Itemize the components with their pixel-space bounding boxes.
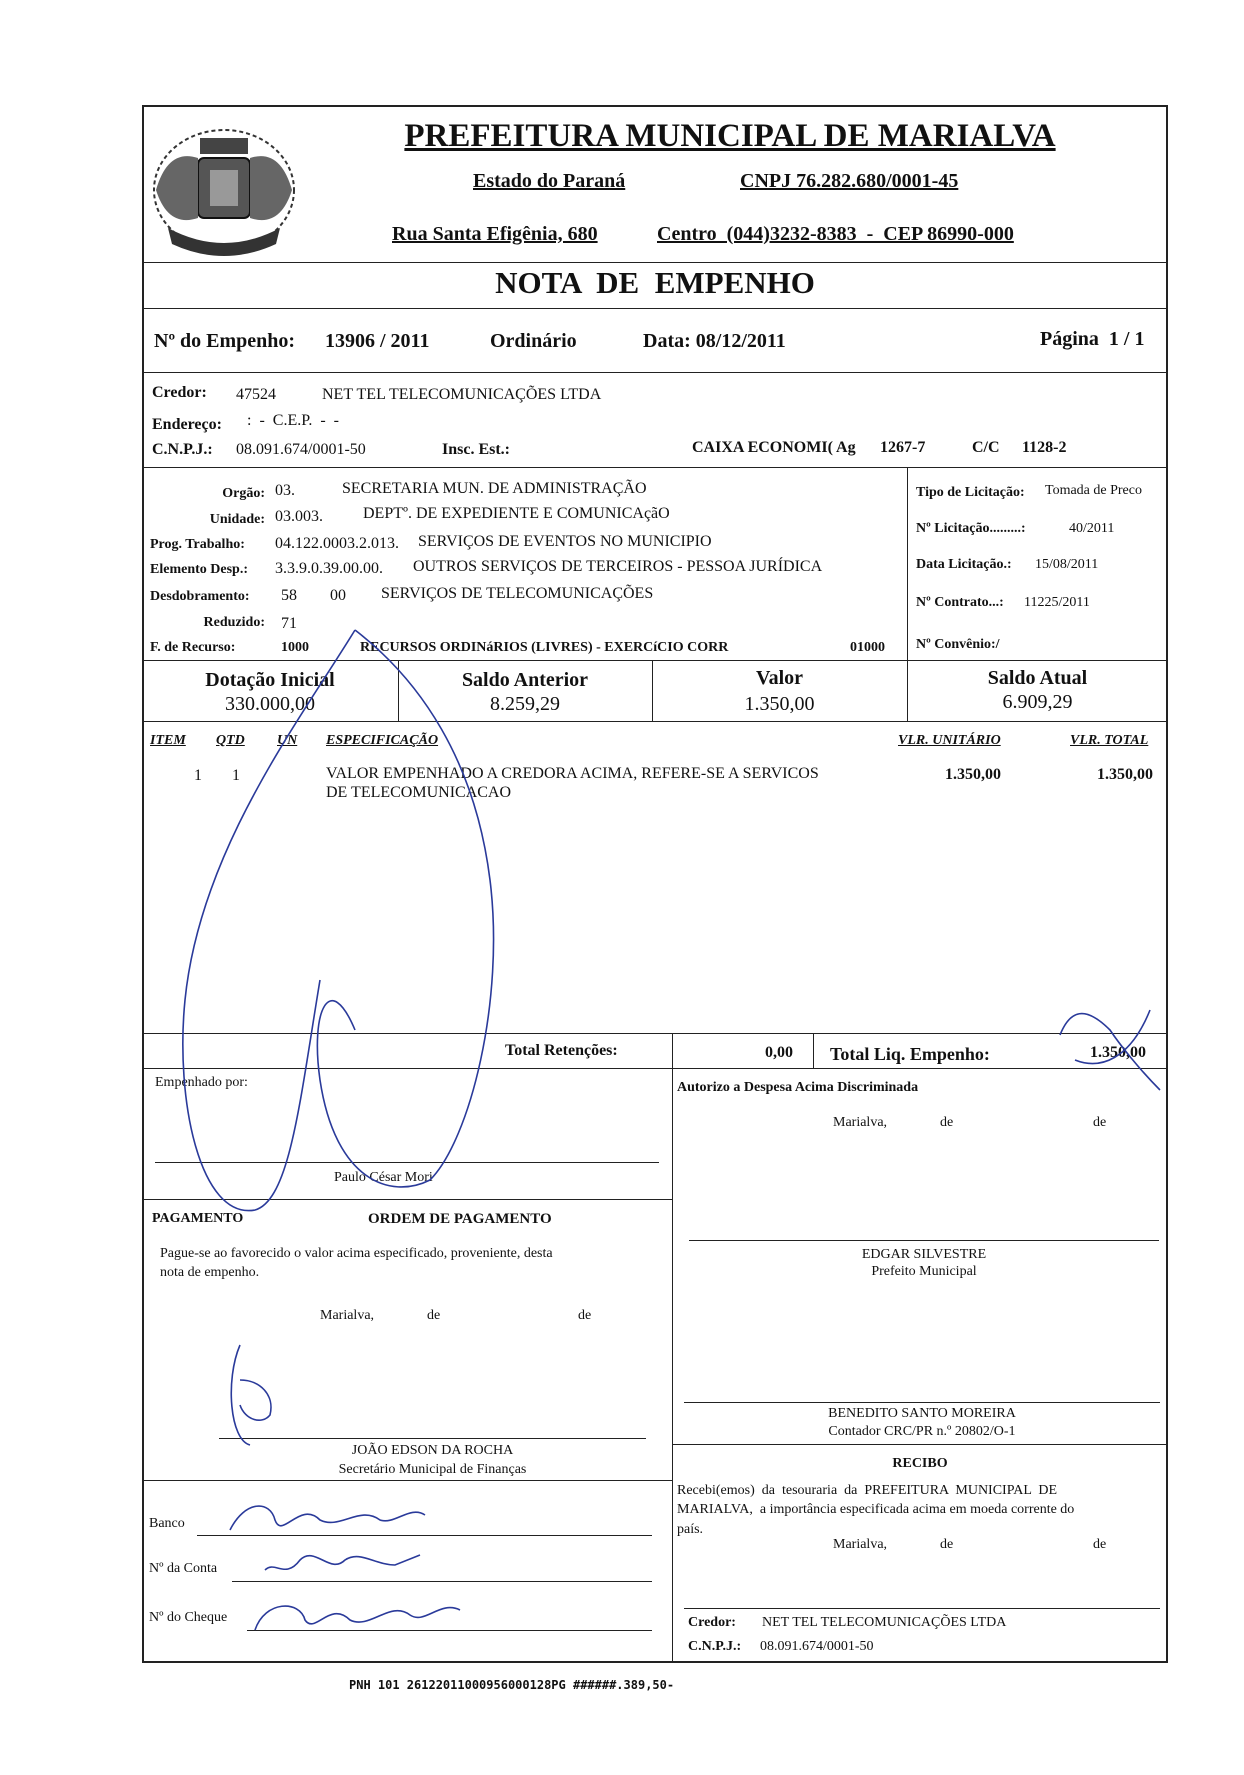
pagamento-de1: de: [427, 1308, 441, 1323]
credor-name: NET TEL TELECOMUNICAÇÕES LTDA: [322, 386, 602, 403]
recibo-text-2: MARIALVA, a importância especificada acima em moeda corrente do: [677, 1502, 1075, 1517]
fonte-code: 1000: [281, 640, 309, 655]
col-un: UN: [277, 733, 298, 748]
row-qtd: 1: [232, 767, 240, 784]
secretario-name: JOÃO EDSON DA ROCHA: [351, 1443, 514, 1458]
saldo-anterior-label: Saldo Anterior: [461, 669, 589, 691]
address-label: Rua Santa Efigênia, 680: [392, 223, 598, 245]
recibo-cnpj-label: C.N.P.J.:: [688, 1639, 742, 1654]
pagamento-text-2: nota de empenho.: [160, 1265, 260, 1280]
footer-code: PNH 101 26122011000956000128PG ######.389,50-: [349, 1678, 675, 1692]
saldo-atual-label: Saldo Atual: [987, 667, 1088, 689]
row-unit-value: 1.350,00: [945, 766, 1001, 783]
reduzido-label: Reduzido:: [203, 615, 265, 630]
endereco-label: Endereço:: [152, 416, 222, 433]
banco-label: Banco: [149, 1516, 185, 1531]
ordem-pagamento-label: ORDEM DE PAGAMENTO: [368, 1211, 552, 1227]
tipo-licitacao-value: Tomada de Preco: [1045, 483, 1142, 498]
pagamento-text-1: Pague-se ao favorecido o valor acima especificado, proveniente, desta: [160, 1246, 553, 1261]
unidade-label: Unidade:: [209, 512, 265, 527]
prog-value: SERVIÇOS DE EVENTOS NO MUNICIPIO: [418, 533, 712, 550]
fonte-value: RECURSOS ORDINáRIOS (LIVRES) - EXERCíCIO CORR: [360, 640, 729, 655]
unidade-value: DEPTº. DE EXPEDIENTE E COMUNICAçãO: [363, 505, 670, 522]
recibo-credor-value: NET TEL TELECOMUNICAÇÕES LTDA: [762, 1615, 1007, 1630]
saldo-atual-value: 6.909,29: [1002, 691, 1073, 713]
autorizo-place: Marialva,: [833, 1115, 888, 1130]
autorizo-de1: de: [940, 1115, 954, 1130]
desdobramento-code: 58: [281, 587, 297, 604]
state-label: Estado do Paraná: [473, 170, 626, 192]
empenho-number-label: Nº do Empenho:: [154, 330, 296, 352]
desdobramento-label: Desdobramento:: [150, 589, 250, 604]
autorizo-de2: de: [1093, 1115, 1107, 1130]
empenhado-label: Empenhado por:: [155, 1075, 248, 1090]
col-total: VLR. TOTAL: [1070, 733, 1149, 748]
orgao-value: SECRETARIA MUN. DE ADMINISTRAÇÃO: [342, 480, 647, 497]
orgao-code: 03.: [275, 482, 295, 499]
desdobramento-code2: 00: [330, 587, 346, 604]
bank-name: CAIXA ECONOMI( Ag: [692, 439, 856, 456]
conta-label: Nº da Conta: [149, 1561, 218, 1576]
recibo-place: Marialva,: [833, 1537, 888, 1552]
cnpj-credor-label: C.N.P.J.:: [152, 441, 213, 458]
valor-label: Valor: [755, 667, 804, 689]
empenhado-name: Paulo César Mori: [334, 1170, 433, 1185]
contrato-value: 11225/2011: [1024, 595, 1090, 610]
liq-empenho-value: 1.350,00: [1090, 1044, 1146, 1061]
recibo-text-3: país.: [677, 1522, 704, 1537]
orgao-label: Orgão:: [222, 486, 265, 501]
prefeito-role: Prefeito Municipal: [871, 1264, 977, 1279]
empenho-type: Ordinário: [490, 330, 577, 352]
tipo-licitacao-label: Tipo de Licitação:: [916, 485, 1025, 500]
contrato-label: Nº Contrato...:: [916, 595, 1004, 610]
fonte-label: F. de Recurso:: [150, 640, 236, 655]
cheque-label: Nº do Cheque: [149, 1610, 228, 1625]
contador-role: Contador CRC/PR n.º 20802/O-1: [828, 1424, 1016, 1439]
row-spec-line2: DE TELECOMUNICACAO: [326, 784, 512, 801]
elemento-code: 3.3.9.0.39.00.00.: [275, 560, 383, 577]
pagamento-label: PAGAMENTO: [152, 1211, 244, 1226]
bank-agency: 1267-7: [880, 439, 926, 456]
pagamento-place: Marialva,: [320, 1308, 375, 1323]
contact-label: Centro (044)3232-8383 - CEP 86990-000: [657, 223, 1014, 245]
col-item: ITEM: [150, 733, 186, 748]
liq-empenho-label: Total Liq. Empenho:: [830, 1044, 990, 1064]
pagamento-de2: de: [578, 1308, 592, 1323]
empenho-number: 13906 / 2011: [325, 330, 430, 352]
cc-value: 1128-2: [1022, 439, 1067, 456]
recibo-de1: de: [940, 1537, 954, 1552]
empenho-date: Data: 08/12/2011: [643, 330, 786, 352]
endereco-value: : - C.E.P. - -: [247, 412, 339, 429]
desdobramento-value: SERVIÇOS DE TELECOMUNICAÇÕES: [381, 585, 654, 602]
col-unit: VLR. UNITÁRIO: [898, 733, 1001, 748]
document-title: NOTA DE EMPENHO: [495, 265, 815, 300]
prog-label: Prog. Trabalho:: [150, 537, 245, 552]
num-licitacao-value: 40/2011: [1069, 521, 1115, 536]
row-total-value: 1.350,00: [1097, 766, 1153, 783]
cc-label: C/C: [972, 439, 1000, 456]
valor-value: 1.350,00: [744, 693, 815, 715]
recibo-credor-label: Credor:: [688, 1615, 736, 1630]
recibo-title: RECIBO: [892, 1456, 948, 1471]
recibo-de2: de: [1093, 1537, 1107, 1552]
contador-name: BENEDITO SANTO MOREIRA: [828, 1406, 1016, 1421]
fonte-code2: 01000: [850, 640, 885, 655]
page-title: PREFEITURA MUNICIPAL DE MARIALVA: [404, 118, 1056, 154]
cnpj-label: CNPJ 76.282.680/0001-45: [740, 170, 959, 192]
dotacao-value: 330.000,00: [225, 693, 315, 715]
elemento-value: OUTROS SERVIÇOS DE TERCEIROS - PESSOA JURÍDICA: [413, 558, 823, 575]
prog-code: 04.122.0003.2.013.: [275, 535, 399, 552]
row-item: 1: [194, 767, 202, 784]
retencoes-value: 0,00: [765, 1044, 793, 1061]
recibo-cnpj-value: 08.091.674/0001-50: [760, 1639, 874, 1654]
saldo-anterior-value: 8.259,29: [490, 693, 560, 715]
data-licitacao-label: Data Licitação.:: [916, 557, 1012, 572]
prefeito-name: EDGAR SILVESTRE: [861, 1247, 987, 1262]
reduzido-value: 71: [281, 615, 297, 632]
retencoes-label: Total Retenções:: [505, 1042, 618, 1059]
col-qtd: QTD: [216, 733, 245, 748]
credor-label: Credor:: [152, 384, 207, 401]
autorizo-label: Autorizo a Despesa Acima Discriminada: [677, 1080, 919, 1095]
insc-est-label: Insc. Est.:: [442, 441, 511, 458]
unidade-code: 03.003.: [275, 508, 323, 525]
dotacao-label: Dotação Inicial: [205, 669, 335, 691]
cnpj-credor-value: 08.091.674/0001-50: [236, 441, 366, 458]
data-licitacao-value: 15/08/2011: [1035, 557, 1099, 572]
num-licitacao-label: Nº Licitação.........:: [916, 521, 1026, 536]
col-spec: ESPECIFICAÇÃO: [326, 733, 439, 748]
elemento-label: Elemento Desp.:: [150, 562, 248, 577]
page-number: Página 1 / 1: [1040, 328, 1145, 350]
secretario-role: Secretário Municipal de Finanças: [338, 1462, 527, 1477]
row-spec-line1: VALOR EMPENHADO A CREDORA ACIMA, REFERE-SE A SERVICOS: [326, 765, 819, 782]
convenio-label: Nº Convênio:/: [916, 637, 1000, 652]
recibo-text-1: Recebi(emos) da tesouraria da PREFEITURA MUNICIPAL DE: [677, 1483, 1058, 1498]
credor-code: 47524: [236, 386, 276, 403]
